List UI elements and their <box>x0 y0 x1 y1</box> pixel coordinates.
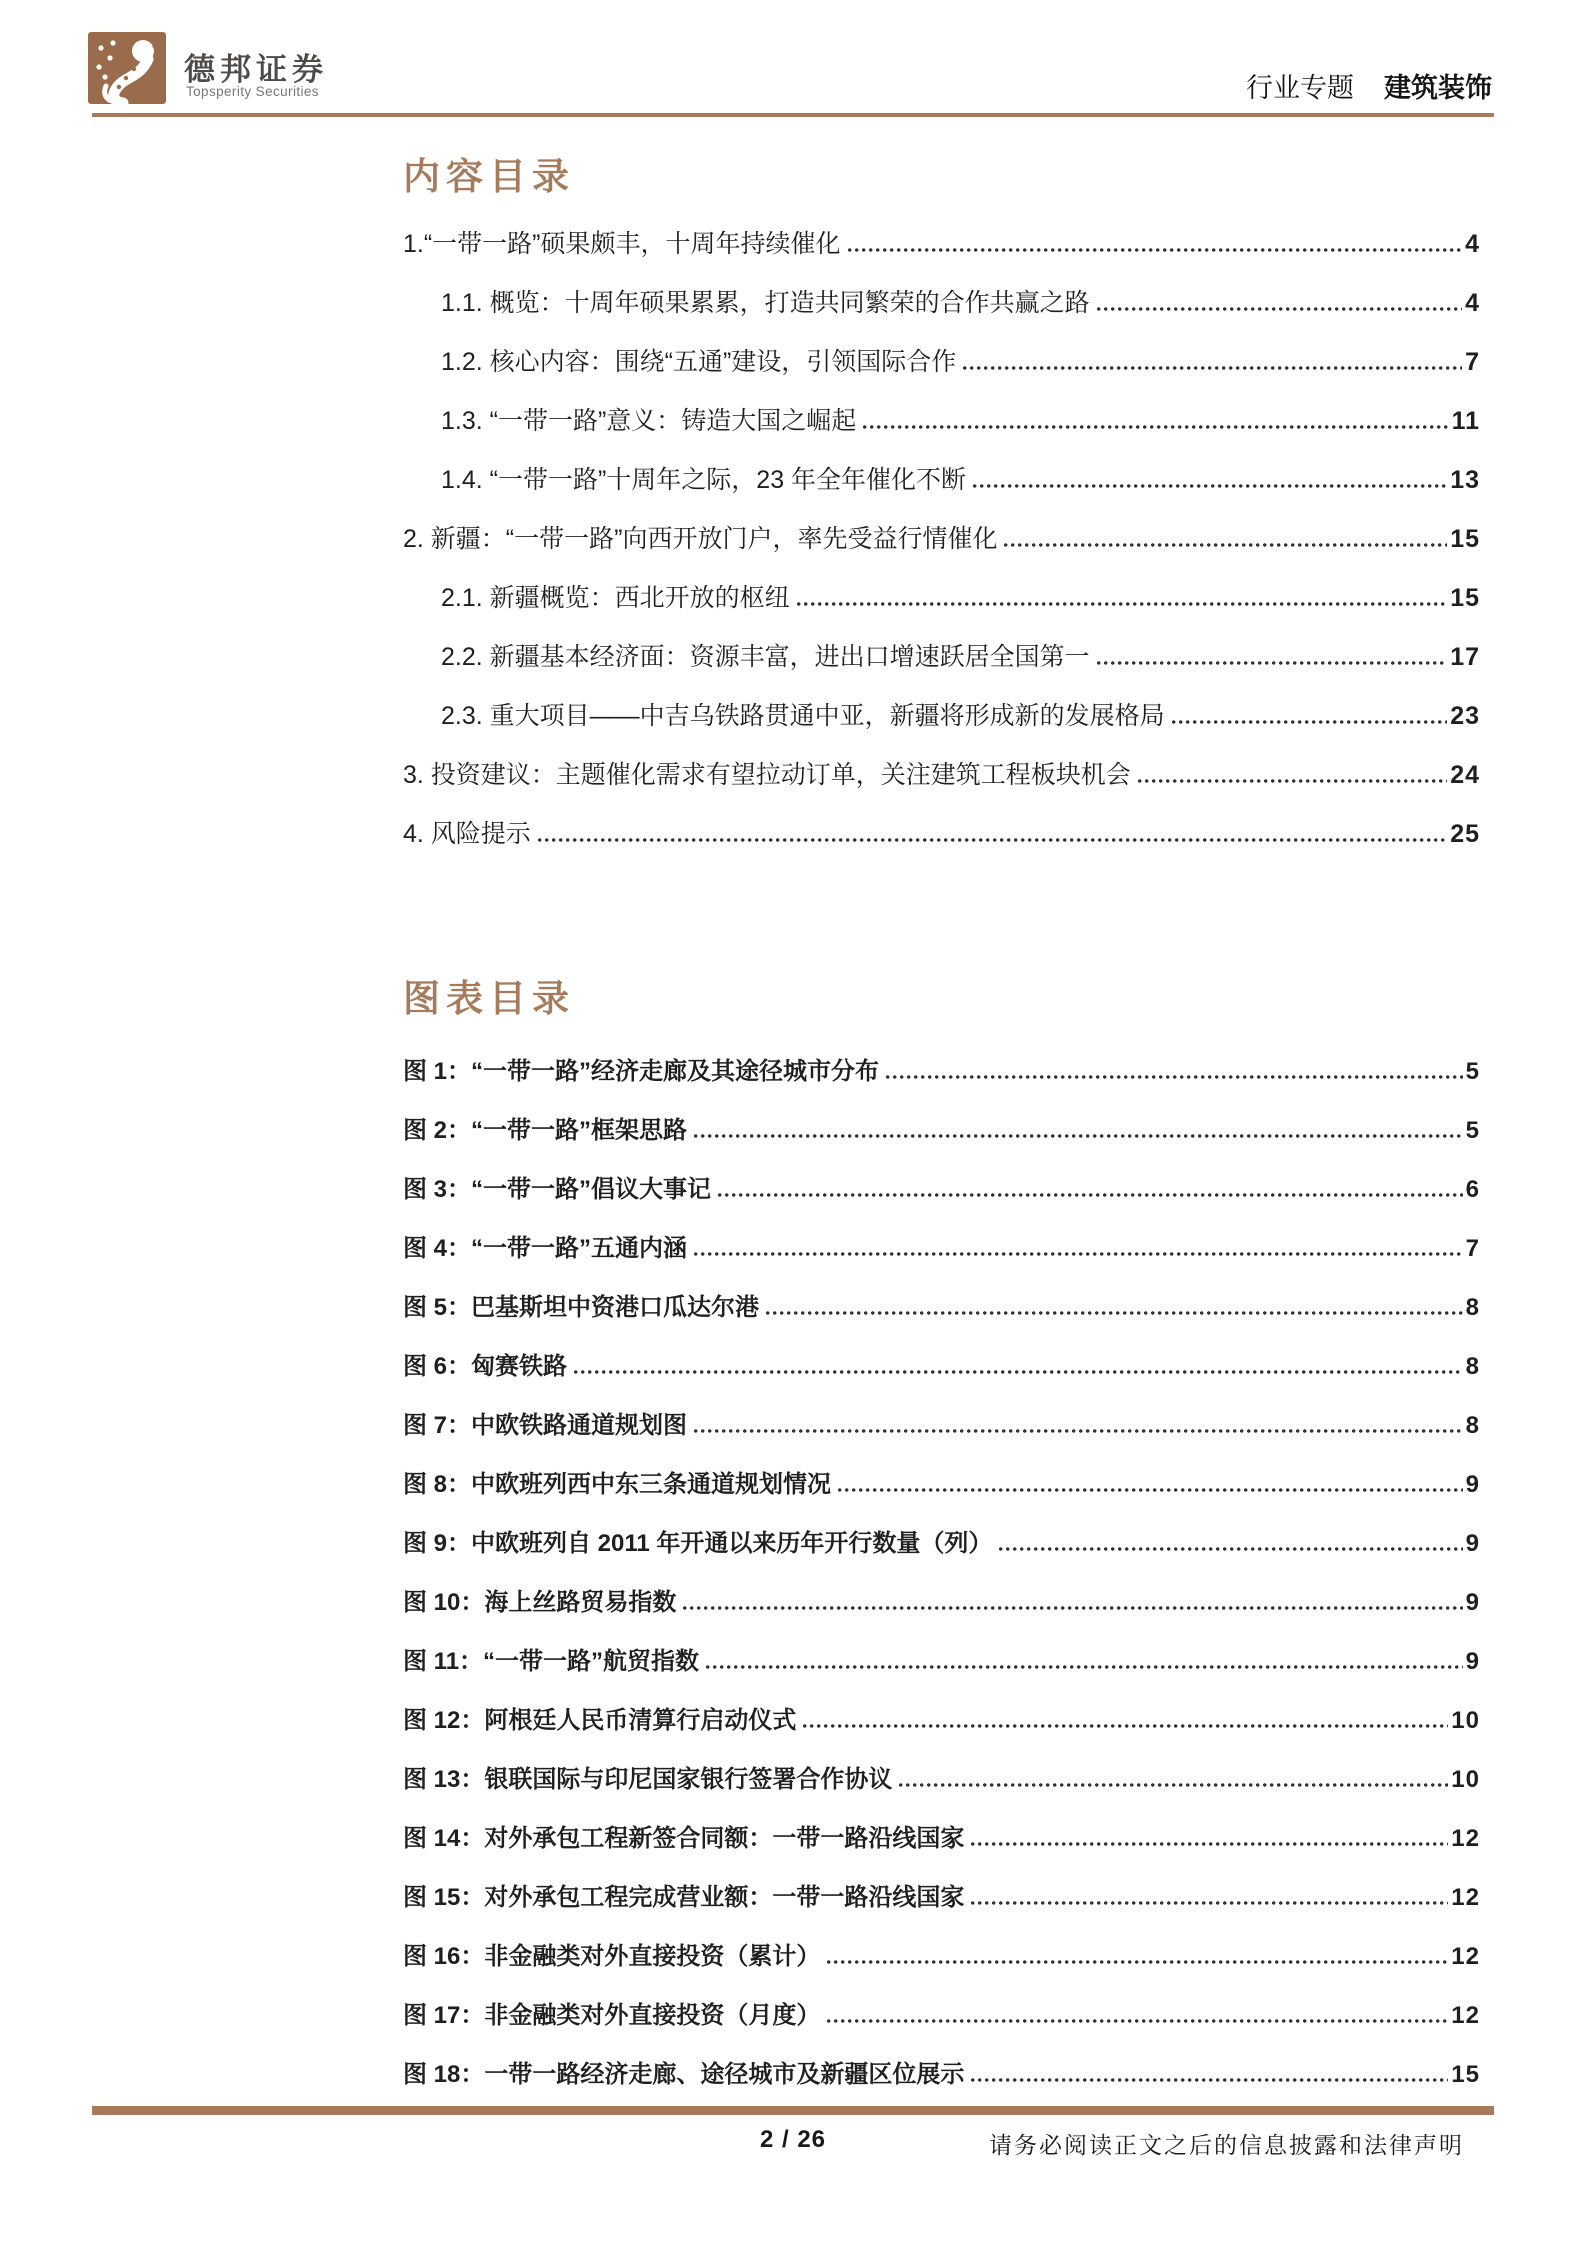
dot-leader <box>803 1724 1448 1728</box>
entry-page: 25 <box>1450 820 1480 848</box>
list-entry <box>403 1515 1480 1574</box>
entry-page: 12 <box>1451 1943 1480 1970</box>
entry-label: 图 17：非金融类对外直接投资（月度） <box>403 2002 821 2029</box>
toc-list <box>403 215 1480 864</box>
entry-page: 7 <box>1465 1235 1480 1262</box>
dot-leader <box>706 1665 1463 1669</box>
entry-label: 图 15：对外承包工程完成营业额：一带一路沿线国家 <box>403 1884 965 1911</box>
entry-label: 图 16：非金融类对外直接投资（累计） <box>403 1943 821 1970</box>
entry-page: 12 <box>1451 1884 1480 1911</box>
entry-page: 9 <box>1465 1530 1480 1557</box>
entry-page: 10 <box>1451 1766 1480 1793</box>
entry-page: 5 <box>1465 1117 1480 1144</box>
dot-leader <box>999 1547 1462 1551</box>
entry-page: 5 <box>1465 1058 1480 1085</box>
entry-label: 图 9：中欧班列自 2011 年开通以来历年开行数量（列） <box>403 1530 993 1557</box>
entry-page: 24 <box>1450 761 1480 789</box>
dot-leader <box>574 1370 1463 1374</box>
dot-leader <box>827 2019 1448 2023</box>
entry-label: 图 4：“一带一路”五通内涵 <box>403 1235 688 1262</box>
list-entry <box>403 569 1480 628</box>
list-entry <box>403 628 1480 687</box>
entry-label: 4. 风险提示 <box>403 820 531 848</box>
report-industry: 建筑装饰 <box>1384 73 1492 103</box>
toc-title: 内容目录 <box>403 156 575 197</box>
entry-page: 12 <box>1451 1825 1480 1852</box>
entry-page: 10 <box>1451 1707 1480 1734</box>
dot-leader <box>1097 307 1462 311</box>
entry-page: 8 <box>1465 1412 1480 1439</box>
entry-label: 3. 投资建议：主题催化需求有望拉动订单，关注建筑工程板块机会 <box>403 761 1131 789</box>
list-entry <box>403 1338 1480 1397</box>
list-entry <box>403 1987 1480 2046</box>
list-entry <box>403 1574 1480 1633</box>
dot-leader <box>973 484 1447 488</box>
entry-label: 图 1：“一带一路”经济走廊及其途径城市分布 <box>403 1058 880 1085</box>
dot-leader <box>1172 720 1448 724</box>
header-rule <box>92 113 1494 117</box>
dot-leader <box>963 366 1462 370</box>
entry-label: 图 2：“一带一路”框架思路 <box>403 1117 688 1144</box>
dot-leader <box>538 838 1447 842</box>
entry-page: 9 <box>1465 1471 1480 1498</box>
dot-leader <box>694 1429 1463 1433</box>
entry-page: 6 <box>1465 1176 1480 1203</box>
leopard-icon <box>88 32 166 104</box>
list-entry <box>403 1928 1480 1987</box>
entry-label: 图 5：巴基斯坦中资港口瓜达尔港 <box>403 1294 760 1321</box>
brand-name-cn: 德邦证券 <box>184 52 328 87</box>
dot-leader <box>863 425 1448 429</box>
list-entry <box>403 1279 1480 1338</box>
dot-leader <box>797 602 1448 606</box>
dot-leader <box>971 1901 1448 1905</box>
entry-label: 1.“一带一路”硕果颇丰，十周年持续催化 <box>403 230 841 258</box>
entry-label: 图 13：银联国际与印尼国家银行签署合作协议 <box>403 1766 893 1793</box>
entry-page: 11 <box>1451 407 1480 435</box>
entry-label: 1.4. “一带一路”十周年之际，23 年全年催化不断 <box>441 466 967 494</box>
dot-leader <box>766 1311 1463 1315</box>
entry-label: 图 18：一带一路经济走廊、途径城市及新疆区位展示 <box>403 2061 965 2088</box>
entry-page: 15 <box>1451 2061 1480 2088</box>
dot-leader <box>1138 779 1447 783</box>
entry-label: 图 6：匈赛铁路 <box>403 1353 568 1380</box>
entry-label: 1.1. 概览：十周年硕果累累，打造共同繁荣的合作共赢之路 <box>441 289 1090 317</box>
list-entry <box>403 1456 1480 1515</box>
dot-leader <box>848 248 1463 252</box>
dot-leader <box>886 1075 1463 1079</box>
dot-leader <box>718 1193 1463 1197</box>
entry-label: 图 14：对外承包工程新签合同额：一带一路沿线国家 <box>403 1825 965 1852</box>
brand-name-en: Topsperity Securities <box>186 84 319 99</box>
entry-page: 23 <box>1450 702 1480 730</box>
list-entry <box>403 1692 1480 1751</box>
entry-page: 8 <box>1465 1353 1480 1380</box>
entry-page: 12 <box>1451 2002 1480 2029</box>
list-entry <box>403 1161 1480 1220</box>
entry-page: 7 <box>1465 348 1480 376</box>
entry-page: 9 <box>1465 1589 1480 1616</box>
list-entry <box>403 1102 1480 1161</box>
list-entry <box>403 510 1480 569</box>
list-entry <box>403 2046 1480 2105</box>
entry-page: 15 <box>1450 525 1480 553</box>
entry-label: 2. 新疆：“一带一路”向西开放门户，率先受益行情催化 <box>403 525 998 553</box>
footer-disclaimer: 请务必阅读正文之后的信息披露和法律声明 <box>989 2132 1464 2158</box>
list-entry <box>403 746 1480 805</box>
list-entry <box>403 274 1480 333</box>
dot-leader <box>899 1783 1448 1787</box>
dot-leader <box>838 1488 1463 1492</box>
list-entry <box>403 1220 1480 1279</box>
entry-label: 2.1. 新疆概览：西北开放的枢纽 <box>441 584 790 612</box>
list-entry <box>403 333 1480 392</box>
entry-label: 图 11：“一带一路”航贸指数 <box>403 1648 700 1675</box>
report-meta <box>1246 66 1492 105</box>
figure-list <box>403 1043 1480 2105</box>
list-entry <box>403 392 1480 451</box>
entry-label: 图 7：中欧铁路通道规划图 <box>403 1412 688 1439</box>
dot-leader <box>971 1842 1448 1846</box>
list-entry <box>403 1633 1480 1692</box>
list-entry <box>403 451 1480 510</box>
brand-logo <box>88 32 166 104</box>
entry-page: 15 <box>1450 584 1480 612</box>
entry-label: 1.3. “一带一路”意义：铸造大国之崛起 <box>441 407 857 435</box>
list-entry <box>403 687 1480 746</box>
dot-leader <box>827 1960 1448 1964</box>
list-entry <box>403 1751 1480 1810</box>
list-entry <box>403 805 1480 864</box>
report-category: 行业专题 <box>1246 73 1354 103</box>
entry-label: 图 10：海上丝路贸易指数 <box>403 1589 677 1616</box>
entry-label: 图 8：中欧班列西中东三条通道规划情况 <box>403 1471 832 1498</box>
entry-page: 9 <box>1465 1648 1480 1675</box>
entry-page: 4 <box>1465 289 1480 317</box>
page-indicator: 2 / 26 <box>759 2126 827 2153</box>
list-entry <box>403 215 1480 274</box>
entry-page: 17 <box>1450 643 1480 671</box>
entry-page: 8 <box>1465 1294 1480 1321</box>
list-entry <box>403 1810 1480 1869</box>
dot-leader <box>694 1134 1463 1138</box>
dot-leader <box>1097 661 1448 665</box>
list-entry <box>403 1397 1480 1456</box>
entry-label: 2.2. 新疆基本经济面：资源丰富，进出口增速跃居全国第一 <box>441 643 1090 671</box>
footer-rule <box>92 2106 1494 2115</box>
entry-label: 图 12：阿根廷人民币清算行启动仪式 <box>403 1707 797 1734</box>
entry-page: 13 <box>1450 466 1480 494</box>
dot-leader <box>971 2078 1448 2082</box>
entry-label: 1.2. 核心内容：围绕“五通”建设，引领国际合作 <box>441 348 957 376</box>
entry-page: 4 <box>1465 230 1480 258</box>
figures-title: 图表目录 <box>403 978 575 1019</box>
list-entry <box>403 1869 1480 1928</box>
dot-leader <box>694 1252 1463 1256</box>
dot-leader <box>683 1606 1462 1610</box>
entry-label: 2.3. 重大项目——中吉乌铁路贯通中亚，新疆将形成新的发展格局 <box>441 702 1165 730</box>
dot-leader <box>1004 543 1447 547</box>
list-entry <box>403 1043 1480 1102</box>
entry-label: 图 3：“一带一路”倡议大事记 <box>403 1176 712 1203</box>
